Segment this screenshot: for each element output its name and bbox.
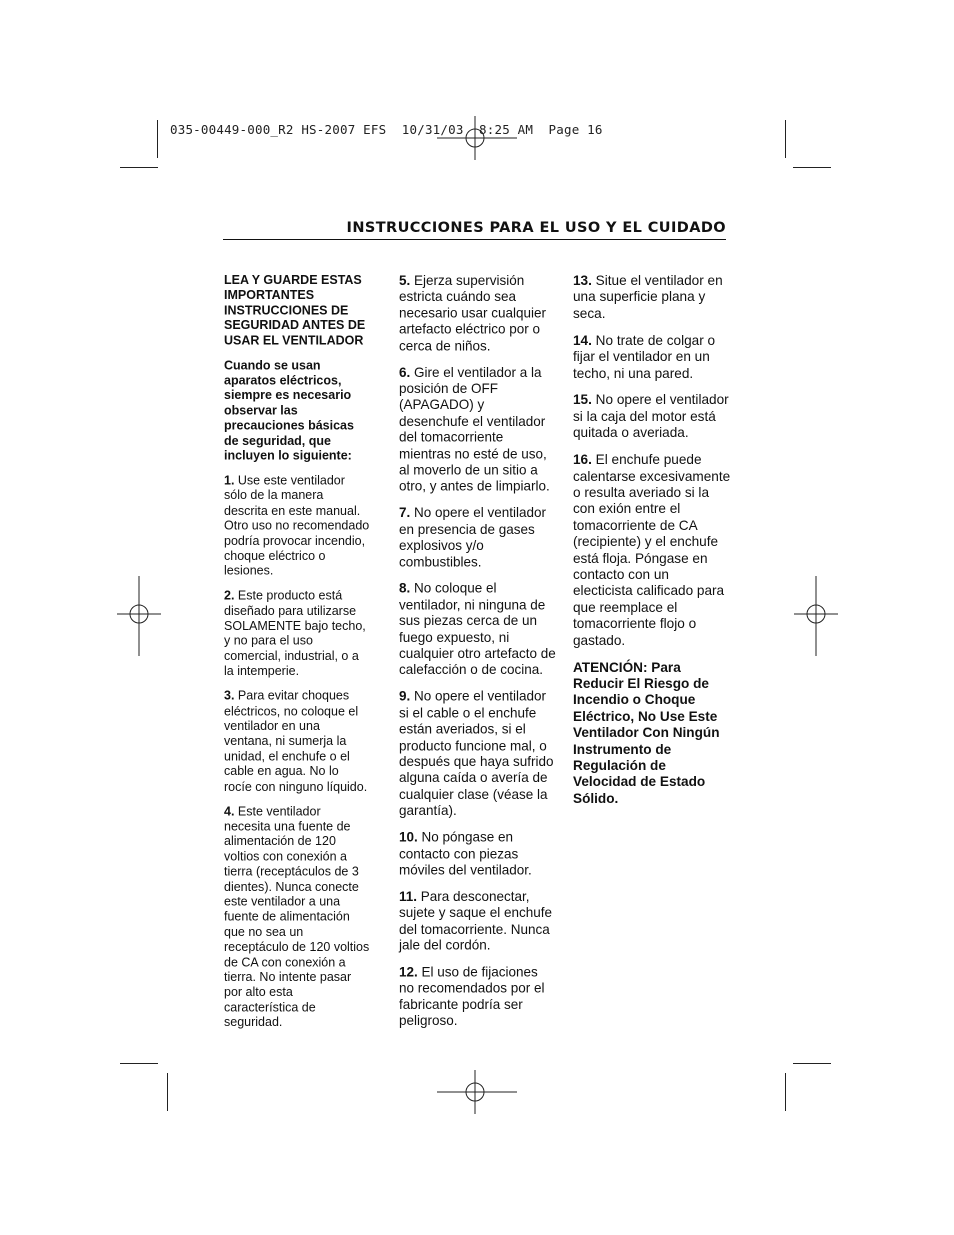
warning-text: ATENCIÓN: Para Reducir El Riesgo de Incendio o Choque Eléctrico, No Use Este Ventilador Con Ningún Instrumento de Regulación de Velocidad de Estado Sólido. xyxy=(573,659,720,806)
crop-mark xyxy=(793,1063,831,1064)
instruction-item: 5. Ejerza supervisión estricta cuándo sea necesario usar cualquier artefacto eléctrico por o cerca de niños. xyxy=(399,273,546,353)
registration-mark-icon xyxy=(794,576,838,656)
section-header xyxy=(223,219,726,240)
instruction-item: 12. El uso de fijaciones no recomendados por el fabricante podría ser peligroso. xyxy=(399,964,545,1029)
crop-mark xyxy=(785,1073,786,1111)
instruction-item: 10. No póngase en contacto con piezas móviles del ventilador. xyxy=(399,829,532,878)
instruction-item: 14. No trate de colgar o fijar el ventilador en un techo, ni una pared. xyxy=(573,332,716,381)
instruction-item: 13. Situe el ventilador en una superficie plana y seca. xyxy=(573,273,723,321)
column-2 xyxy=(399,273,556,1040)
print-slug: 035-00449-000_R2 HS-2007 EFS 10/31/03 8:25 AM Page 16 xyxy=(170,122,603,137)
crop-mark xyxy=(157,120,158,158)
section-title: INSTRUCCIONES PARA EL USO Y EL CUIDADO xyxy=(346,220,726,236)
instruction-item: 11. Para desconectar, sujete y saque el enchufe del tomacorriente. Nunca jale del cordón. xyxy=(399,888,552,953)
instruction-item: 16. El enchufe puede calentarse excesivamente o resulta averiado si la con exión entre el tomacorriente de CA (recipiente) y el enchufe está floja. Póngase en contacto con un electicista calificado para que reemplace el tomacorriente flojo o gastado. xyxy=(573,452,731,648)
instruction-item: 9. No opere el ventilador si el cable o el enchufe están averiados, si el producto funcione mal, o después que haya sufrido alguna caída o avería de cualquier clase (véase la garantía). xyxy=(399,689,554,818)
intro-heading: LEA Y GUARDE ESTAS IMPORTANTES INSTRUCCIONES DE SEGURIDAD ANTES DE USAR EL VENTILADOR xyxy=(224,273,366,348)
column-1 xyxy=(224,273,369,1040)
crop-mark xyxy=(793,167,831,168)
instruction-item: 1. Use este ventilador sólo de la manera descrita en este manual. Otro uso no recomendado podría provocar incendio, choque eléctrico o lesiones. xyxy=(224,473,370,578)
instruction-item: 3. Para evitar choques eléctricos, no coloque el ventilador en una ventana, ni sumerja la unidad, el enchufe o el cable en agua. No lo rocíe con ninguno líquido. xyxy=(224,688,368,794)
crop-mark xyxy=(120,1063,158,1064)
instruction-item: 7. No opere el ventilador en presencia de gases explosivos y/o combustibles. xyxy=(399,505,546,570)
registration-mark-icon xyxy=(117,576,161,656)
registration-mark-icon xyxy=(437,1070,517,1114)
instruction-item: 2. Este producto está diseñado para utilizarse SOLAMENTE bajo techo, y no para el uso comercial, industrial, o a la intemperie. xyxy=(224,588,366,678)
column-3 xyxy=(573,273,731,818)
instruction-item: 15. No opere el ventilador si la caja del motor está quitada o averiada. xyxy=(573,392,729,441)
registration-mark-icon xyxy=(437,116,517,160)
intro-text: Cuando se usan aparatos eléctricos, siempre es necesario observar las precauciones básicas de seguridad, que incluyen lo siguiente: xyxy=(224,358,354,463)
crop-mark xyxy=(785,120,786,158)
crop-mark xyxy=(167,1073,168,1111)
instruction-item: 4. Este ventilador necesita una fuente de alimentación de 120 voltios con conexión a tierra (receptáculos de 3 dientes). Nunca conecte este ventilador a una fuente de alimentación que no sea un receptáculo de 120 voltios de CA con conexión a tierra. No intente pasar por alto esta característica de seguridad. xyxy=(224,804,370,1030)
instruction-item: 8. No coloque el ventilador, ni ninguna de sus piezas cerca de un fuego expuesto, ni cualquier otro artefacto de calefacción o de cocina. xyxy=(399,580,556,678)
instruction-item: 6. Gire el ventilador a la posición de OFF (APAGADO) y desenchufe el ventilador del tomacorriente mientras no esté de uso, al moverlo de un sitio a otro, y antes de limpiarlo. xyxy=(399,364,550,494)
crop-mark xyxy=(120,167,158,168)
